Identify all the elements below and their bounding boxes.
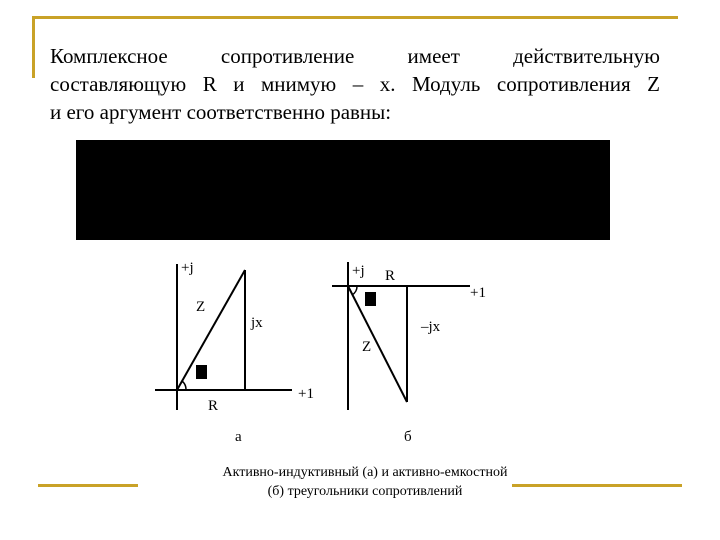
b-hypotenuse-label: Z [362, 339, 372, 355]
figure-caption-line-1: Активно-индуктивный (а) и активно-емкостной [222, 465, 508, 480]
triangle-a [155, 260, 314, 445]
b-top-label: R [385, 268, 396, 284]
a-imag-axis-label: +j [181, 260, 194, 276]
a-angle-marker [196, 365, 207, 379]
figure-caption [150, 463, 580, 501]
paragraph-line-1: Комплексное сопротивление имеет действительную [50, 44, 660, 68]
b-caption-letter: б [404, 429, 412, 445]
a-caption-letter: а [235, 429, 242, 445]
paragraph-line-2: составляющую R и мнимую – x. Модуль сопротивления Z [50, 72, 660, 96]
b-vertical-label: –jx [421, 319, 441, 335]
a-hypotenuse [177, 270, 245, 390]
a-vertical-label: jx [251, 315, 263, 331]
b-angle-marker [365, 292, 376, 306]
paragraph-line-3: и его аргумент соответственно равны: [50, 100, 392, 124]
b-real-axis-label: +1 [470, 285, 486, 301]
a-hypotenuse-label: Z [196, 299, 206, 315]
b-angle-arc [352, 286, 357, 295]
triangle-b [332, 262, 486, 445]
b-imag-axis-label: +j [352, 263, 365, 279]
figure-caption-line-2: (б) треугольники сопротивлений [267, 484, 463, 499]
a-angle-arc [182, 381, 186, 390]
a-horizontal-label: R [208, 398, 219, 414]
a-real-axis-label: +1 [298, 386, 314, 402]
b-hypotenuse [348, 286, 407, 402]
